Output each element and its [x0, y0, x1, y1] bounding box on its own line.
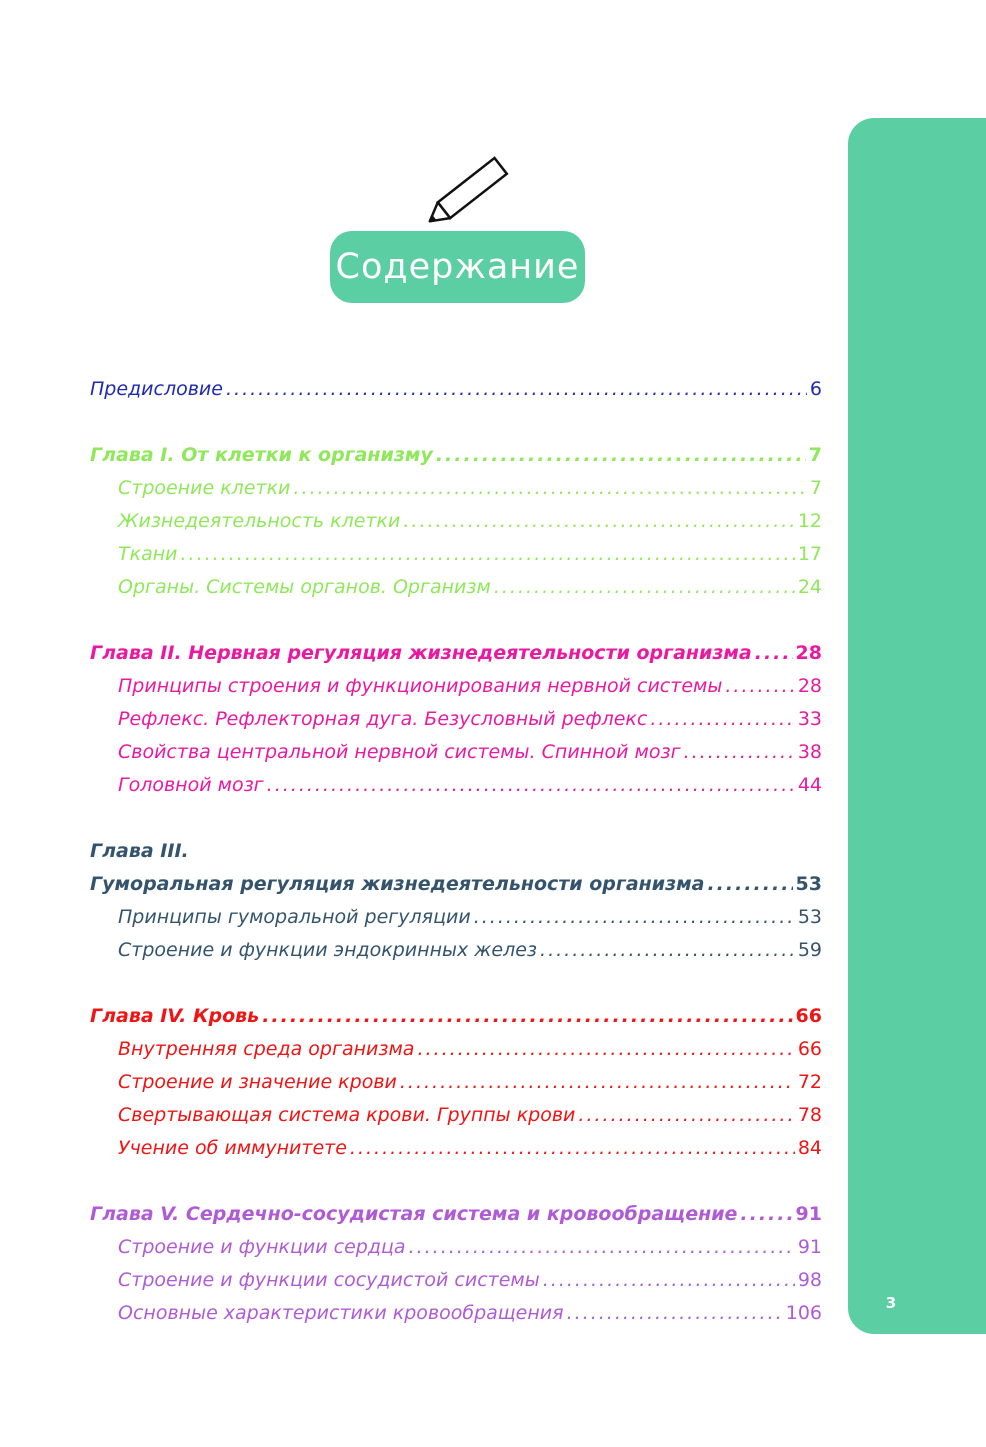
section-title: Внутренняя среда организма — [118, 1038, 415, 1060]
section-page: 72 — [797, 1071, 822, 1093]
toc-chapter-3[interactable] — [90, 868, 822, 901]
section-title: Принципы строения и функционирования нервной системы — [118, 675, 723, 697]
section-page: 44 — [797, 774, 822, 796]
dot-leader — [578, 1099, 794, 1132]
toc-section[interactable] — [90, 1066, 822, 1099]
toc-section[interactable] — [90, 1099, 822, 1132]
dot-leader — [436, 439, 806, 472]
dot-leader — [540, 934, 795, 967]
toc-section[interactable] — [90, 934, 822, 967]
section-page: 24 — [797, 576, 822, 598]
toc-section[interactable] — [90, 472, 822, 505]
section-page: 84 — [797, 1137, 822, 1159]
toc-chapter-1[interactable] — [90, 439, 822, 472]
section-page: 78 — [797, 1104, 822, 1126]
dot-leader — [417, 1033, 794, 1066]
dot-leader — [262, 1000, 792, 1033]
section-title: Учение об иммунитете — [118, 1137, 347, 1159]
toc-section[interactable] — [90, 1231, 822, 1264]
dot-leader — [707, 868, 792, 901]
section-page: 7 — [809, 477, 822, 499]
dot-leader — [267, 769, 795, 802]
section-title: Строение и функции эндокринных желез — [118, 939, 538, 961]
chapter-title: Глава I. От клетки к организму — [90, 444, 433, 466]
dot-leader — [474, 901, 795, 934]
section-title: Принципы гуморальной регуляции — [118, 906, 471, 928]
side-tab — [848, 118, 986, 1334]
toc-section[interactable] — [90, 736, 822, 769]
section-page: 38 — [797, 741, 822, 763]
toc-section[interactable] — [90, 670, 822, 703]
toc-entry-page: 6 — [809, 378, 822, 400]
dot-leader — [684, 736, 795, 769]
dot-leader — [400, 1066, 795, 1099]
dot-leader — [350, 1132, 795, 1165]
toc-section[interactable] — [90, 1132, 822, 1165]
section-title: Головной мозг — [118, 774, 264, 796]
dot-leader — [543, 1264, 795, 1297]
section-title: Строение и функции сердца — [118, 1236, 406, 1258]
chapter-heading: Глава III. — [90, 840, 189, 862]
section-title: Строение клетки — [118, 477, 291, 499]
section-title: Органы. Системы органов. Организм — [118, 576, 491, 598]
toc-section[interactable] — [90, 1033, 822, 1066]
section-title: Рефлекс. Рефлекторная дуга. Безусловный рефлекс — [118, 708, 648, 730]
chapter-title: Глава IV. Кровь — [90, 1005, 260, 1027]
toc-chapter-4[interactable] — [90, 1000, 822, 1033]
chapter-page: 53 — [795, 873, 822, 895]
toc-section[interactable] — [90, 1297, 822, 1330]
dot-leader — [403, 505, 794, 538]
section-title: Основные характеристики кровообращения — [118, 1302, 564, 1324]
chapter-page: 91 — [795, 1203, 822, 1225]
section-page: 106 — [785, 1302, 822, 1324]
toc-section[interactable] — [90, 1264, 822, 1297]
dot-leader — [567, 1297, 783, 1330]
toc-chapter-3-heading[interactable] — [90, 835, 822, 868]
section-page: 12 — [797, 510, 822, 532]
toc-chapter-5[interactable] — [90, 1198, 822, 1231]
section-title: Строение и значение крови — [118, 1071, 397, 1093]
chapter-title: Глава V. Сердечно-сосудистая система и кровообращение — [90, 1203, 738, 1225]
toc-section[interactable] — [90, 703, 822, 736]
toc-section[interactable] — [90, 571, 822, 604]
section-title: Жизнедеятельность клетки — [118, 510, 401, 532]
dot-leader — [293, 472, 806, 505]
section-page: 91 — [797, 1236, 822, 1258]
section-page: 59 — [797, 939, 822, 961]
section-title: Строение и функции сосудистой системы — [118, 1269, 540, 1291]
toc-chapter-2[interactable] — [90, 637, 822, 670]
chapter-page: 28 — [795, 642, 822, 664]
section-page: 33 — [797, 708, 822, 730]
section-page: 28 — [797, 675, 822, 697]
toc-entry-preface[interactable] — [90, 373, 822, 406]
dot-leader — [226, 373, 807, 406]
toc-entry-label: Предисловие — [90, 378, 223, 400]
dot-leader — [494, 571, 795, 604]
section-page: 98 — [797, 1269, 822, 1291]
dot-leader — [725, 670, 794, 703]
section-title: Свертывающая система крови. Группы крови — [118, 1104, 576, 1126]
section-page: 53 — [797, 906, 822, 928]
toc-section[interactable] — [90, 505, 822, 538]
dot-leader — [409, 1231, 795, 1264]
toc-section[interactable] — [90, 538, 822, 571]
table-of-contents — [90, 373, 822, 1330]
toc-section[interactable] — [90, 769, 822, 802]
dot-leader — [740, 1198, 792, 1231]
section-page: 17 — [797, 543, 822, 565]
section-title: Ткани — [118, 543, 178, 565]
chapter-page: 66 — [795, 1005, 822, 1027]
chapter-page: 7 — [808, 444, 822, 466]
section-title: Свойства центральной нервной системы. Спинной мозг — [118, 741, 681, 763]
dot-leader — [181, 538, 795, 571]
page-title: Содержание — [330, 231, 585, 303]
section-page: 66 — [797, 1038, 822, 1060]
dot-leader — [650, 703, 794, 736]
dot-leader — [755, 637, 793, 670]
toc-section[interactable] — [90, 901, 822, 934]
page-number: 3 — [885, 1294, 897, 1312]
chapter-title: Гуморальная регуляция жизнедеятельности организма — [90, 873, 705, 895]
chapter-title: Глава II. Нервная регуляция жизнедеятельности организма — [90, 642, 752, 664]
pencil-icon — [418, 152, 514, 234]
